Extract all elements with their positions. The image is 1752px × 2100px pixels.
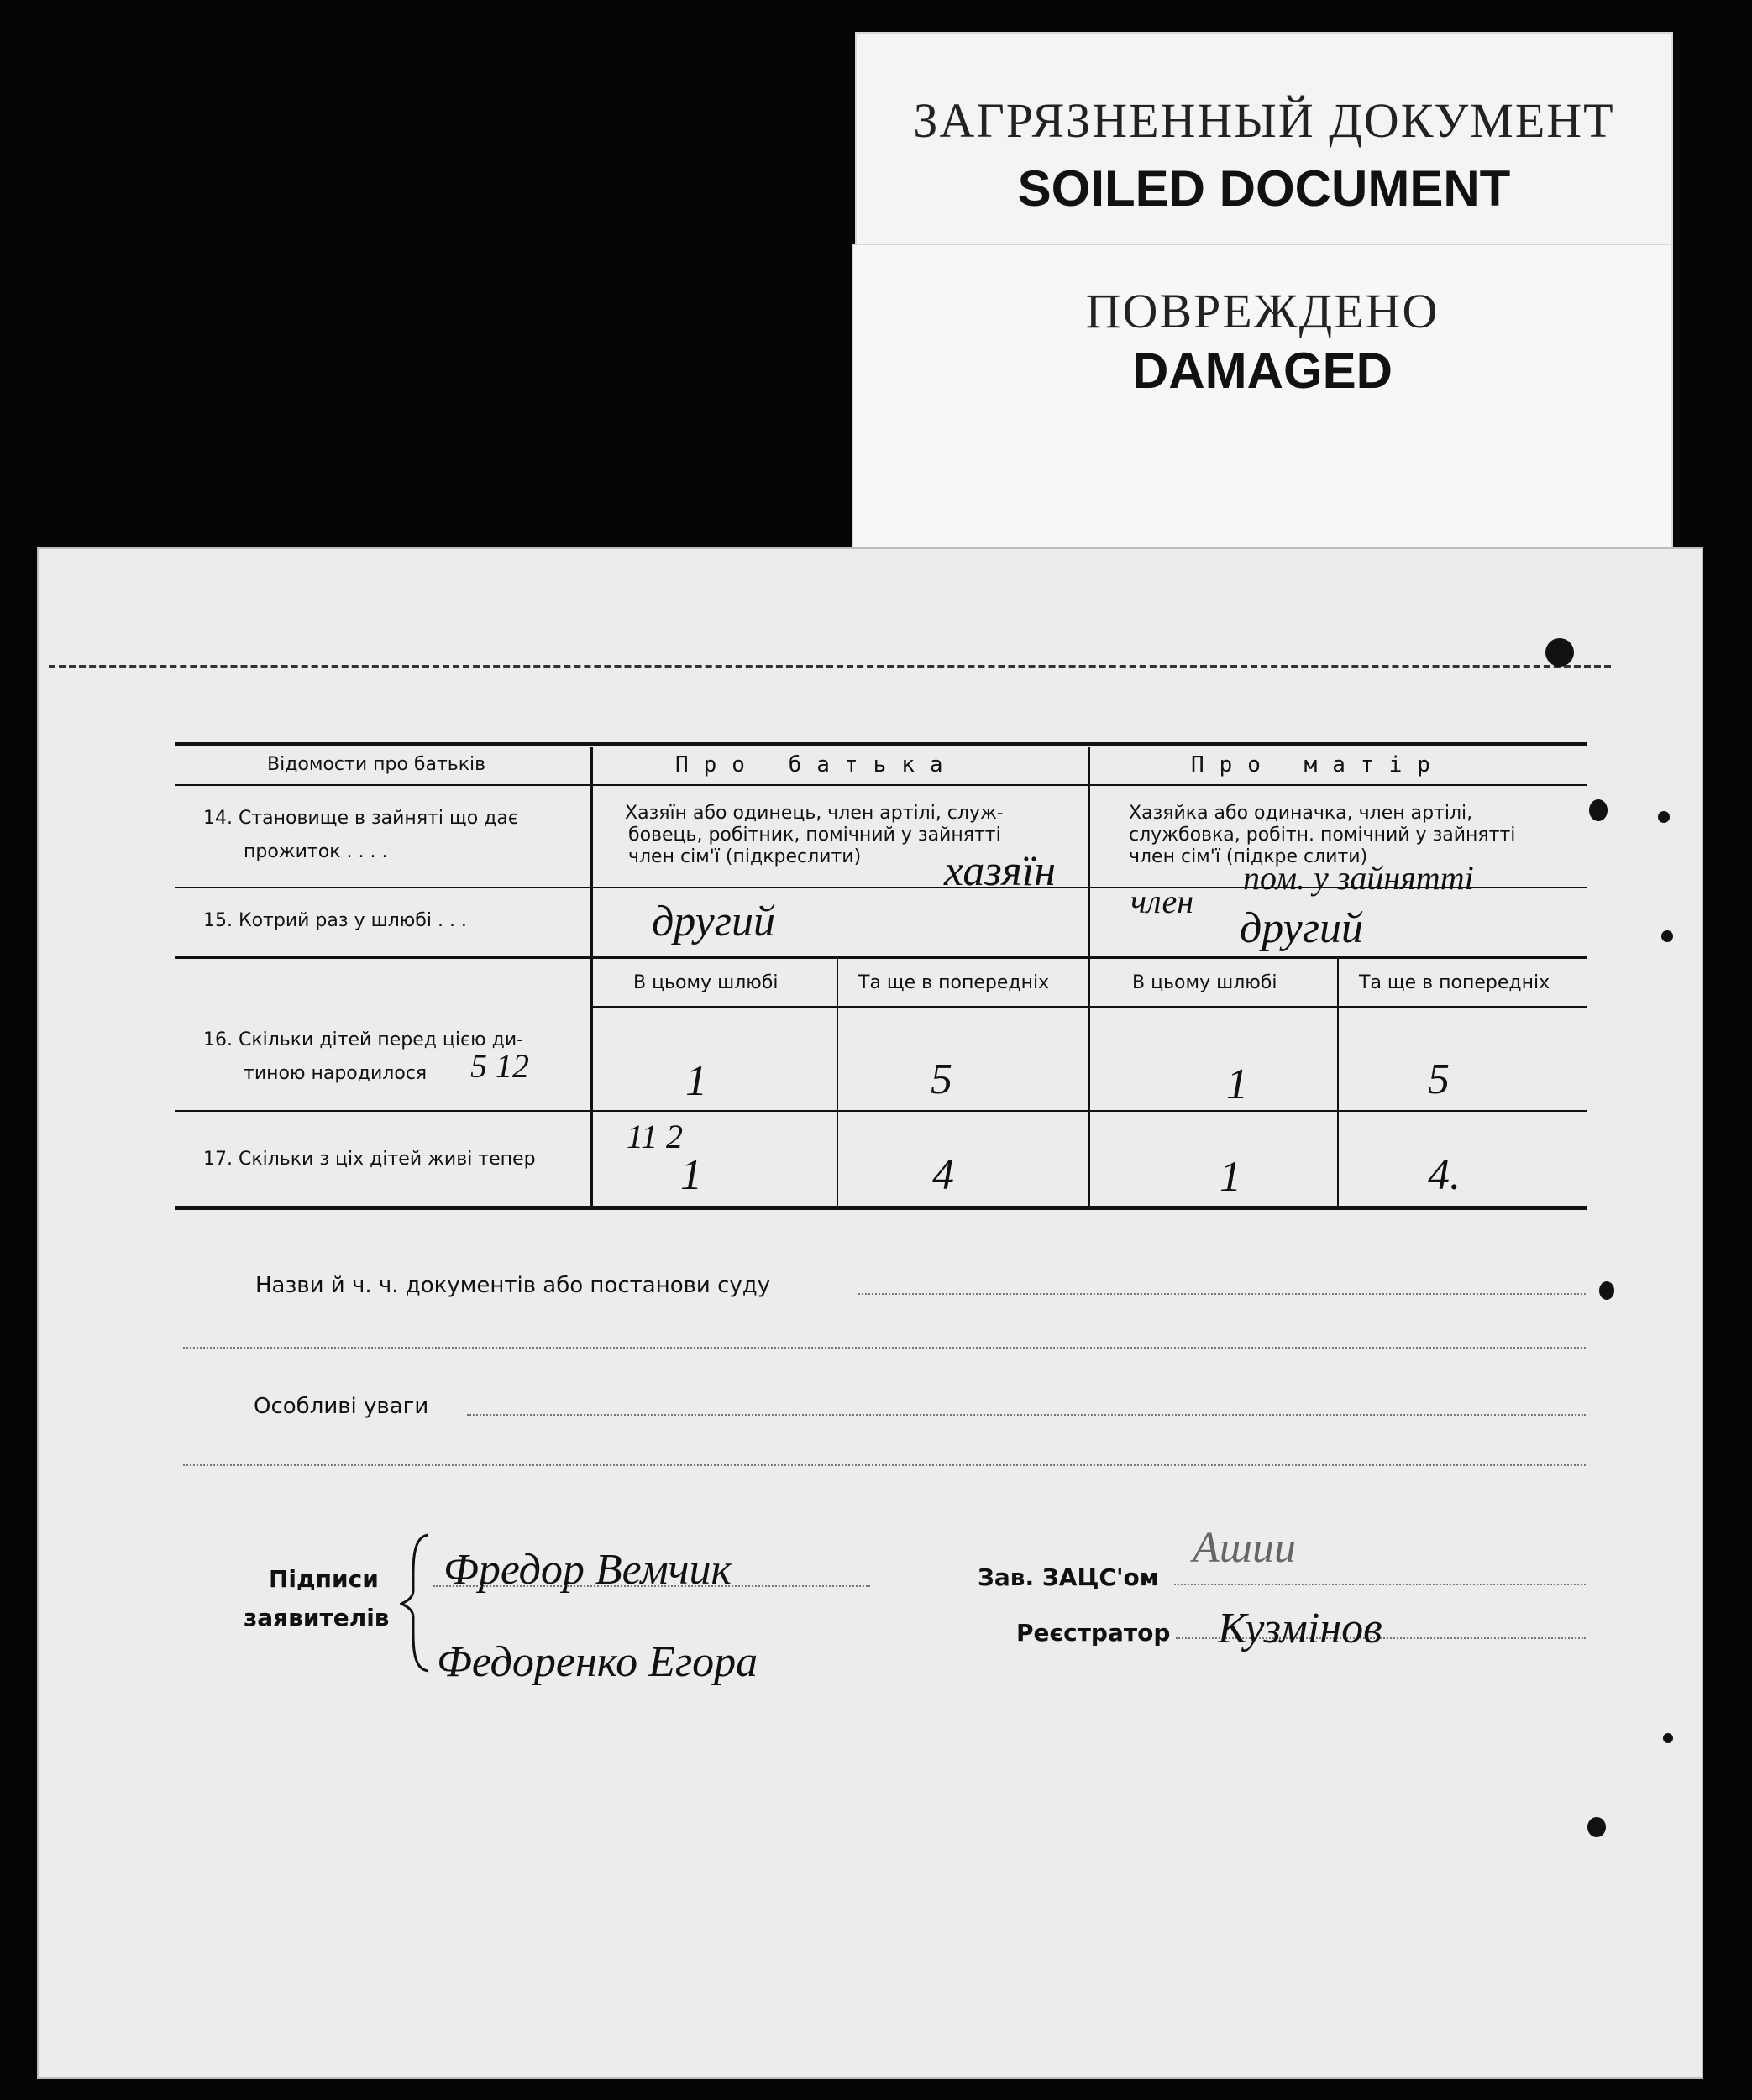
subheader-father-prev: Та ще в попередніх [858, 972, 1050, 993]
signature-brace [400, 1532, 433, 1674]
damage-stain [1663, 1733, 1673, 1743]
damage-stain [1587, 1817, 1606, 1837]
row14-label-line2: прожиток . . . . [244, 841, 388, 862]
signature-line-1 [433, 1585, 870, 1587]
signatures-label-line1: Підписи [269, 1565, 379, 1593]
row14-father-line3: член сім'ї (підкреслити) [628, 846, 862, 867]
row14-father-line1: Хазяїн або одинець, член артілі, служ- [625, 803, 1004, 824]
header-rule [175, 784, 1587, 786]
hw-row16-father-prev: 5 [931, 1055, 952, 1103]
damaged-label-ru: ПОВРЕЖДЕНО [1085, 284, 1440, 338]
head-zags-line [1174, 1584, 1586, 1585]
hw-father-marriage: другий [652, 898, 775, 945]
signatures-label-line2: заявителів [244, 1604, 390, 1631]
col-divider-2 [1088, 747, 1090, 1207]
hw-row17-mother-prev: 4. [1428, 1151, 1461, 1199]
col-divider-1 [590, 747, 593, 1207]
col-header-mother: Про матір [1191, 752, 1445, 778]
head-zags-label: Зав. ЗАЦС'ом [978, 1563, 1159, 1591]
row14-father-line2: бовець, робітник, помічний у зайнятті [628, 825, 1001, 846]
subheader-father-this: В цьому шлюбі [633, 972, 779, 993]
hw-row16-father-this: 1 [685, 1057, 707, 1105]
notes-label: Особливі уваги [254, 1394, 429, 1419]
damaged-card [852, 244, 1673, 553]
hw-father-occupation: хазяїн [944, 847, 1057, 895]
table-bottom-rule [175, 1206, 1587, 1210]
hw-signature-2: Федоренко Егора [437, 1638, 758, 1686]
subheader-rule [593, 1006, 1587, 1008]
documents-label: Назви й ч. ч. документів або постанови суду [255, 1273, 771, 1298]
col-header-info: Відомости про батьків [267, 754, 486, 775]
row14-mother-line1: Хазяйка або одиначка, член артілі, [1129, 803, 1473, 824]
subheader-mother-prev: Та ще в попередніх [1359, 972, 1550, 993]
soiled-label-en: SOILED DOCUMENT [1017, 160, 1511, 217]
row16-rule [175, 1110, 1587, 1112]
notes-line-1 [467, 1414, 1586, 1416]
registrar-label: Реєстратор [1016, 1619, 1171, 1647]
documents-line-2 [183, 1347, 1586, 1349]
subheader-mother-this: В цьому шлюбі [1132, 972, 1277, 993]
row17-label: 17. Скільки з ціх дітей живі тепер [203, 1149, 536, 1170]
documents-line-1 [858, 1293, 1586, 1295]
hw-head-signature: Ашии [1193, 1524, 1297, 1572]
damaged-label-en: DAMAGED [1132, 343, 1393, 399]
damage-stain [1589, 799, 1608, 821]
hw-row17-father-this: 1 [680, 1151, 702, 1199]
damage-stain [1545, 638, 1574, 667]
hw-mother-occupation-1: пом. у зайнятті [1243, 859, 1474, 897]
row15-rule [175, 956, 1587, 959]
col-header-father: Про батька [675, 752, 958, 778]
row16-label-line1: 16. Скільки дітей перед цією ди- [203, 1029, 524, 1050]
row14-mother-line2: службовка, робітн. помічний у зайнятті [1129, 825, 1516, 846]
hw-row16-mother-this: 1 [1226, 1060, 1248, 1108]
hw-row16-note: 5 12 [470, 1047, 529, 1085]
notes-line-2 [183, 1464, 1586, 1466]
damage-stain [1658, 811, 1670, 823]
hw-mother-occupation-2: член [1130, 882, 1194, 920]
hw-signature-1: Фредор Вемчик [443, 1546, 732, 1594]
damage-stain [1661, 930, 1673, 942]
damage-stain [1599, 1281, 1614, 1300]
row16-label-line2: тиною народилося [244, 1063, 428, 1084]
hw-row16-mother-prev: 5 [1428, 1055, 1450, 1103]
row14-mother-line3: член сім'ї (підкре слити) [1129, 846, 1368, 867]
hw-row17-mother-this: 1 [1220, 1153, 1241, 1201]
col-divider-4 [1337, 959, 1339, 1207]
hw-row17-father-prev: 4 [932, 1151, 954, 1199]
row14-label-line1: 14. Становище в зайняті що дає [203, 808, 518, 829]
perforation-line [49, 665, 1611, 668]
hw-mother-marriage: другий [1240, 904, 1363, 952]
table-top-rule [175, 742, 1587, 746]
col-divider-3 [837, 959, 838, 1207]
row15-label: 15. Котрий раз у шлюбі . . . [203, 910, 467, 931]
hw-row17-note: 11 2 [627, 1118, 684, 1155]
soiled-label-ru: ЗАГРЯЗНЕННЫЙ ДОКУМЕНТ [913, 93, 1615, 148]
hw-registrar-signature: Кузмінов [1218, 1605, 1382, 1652]
